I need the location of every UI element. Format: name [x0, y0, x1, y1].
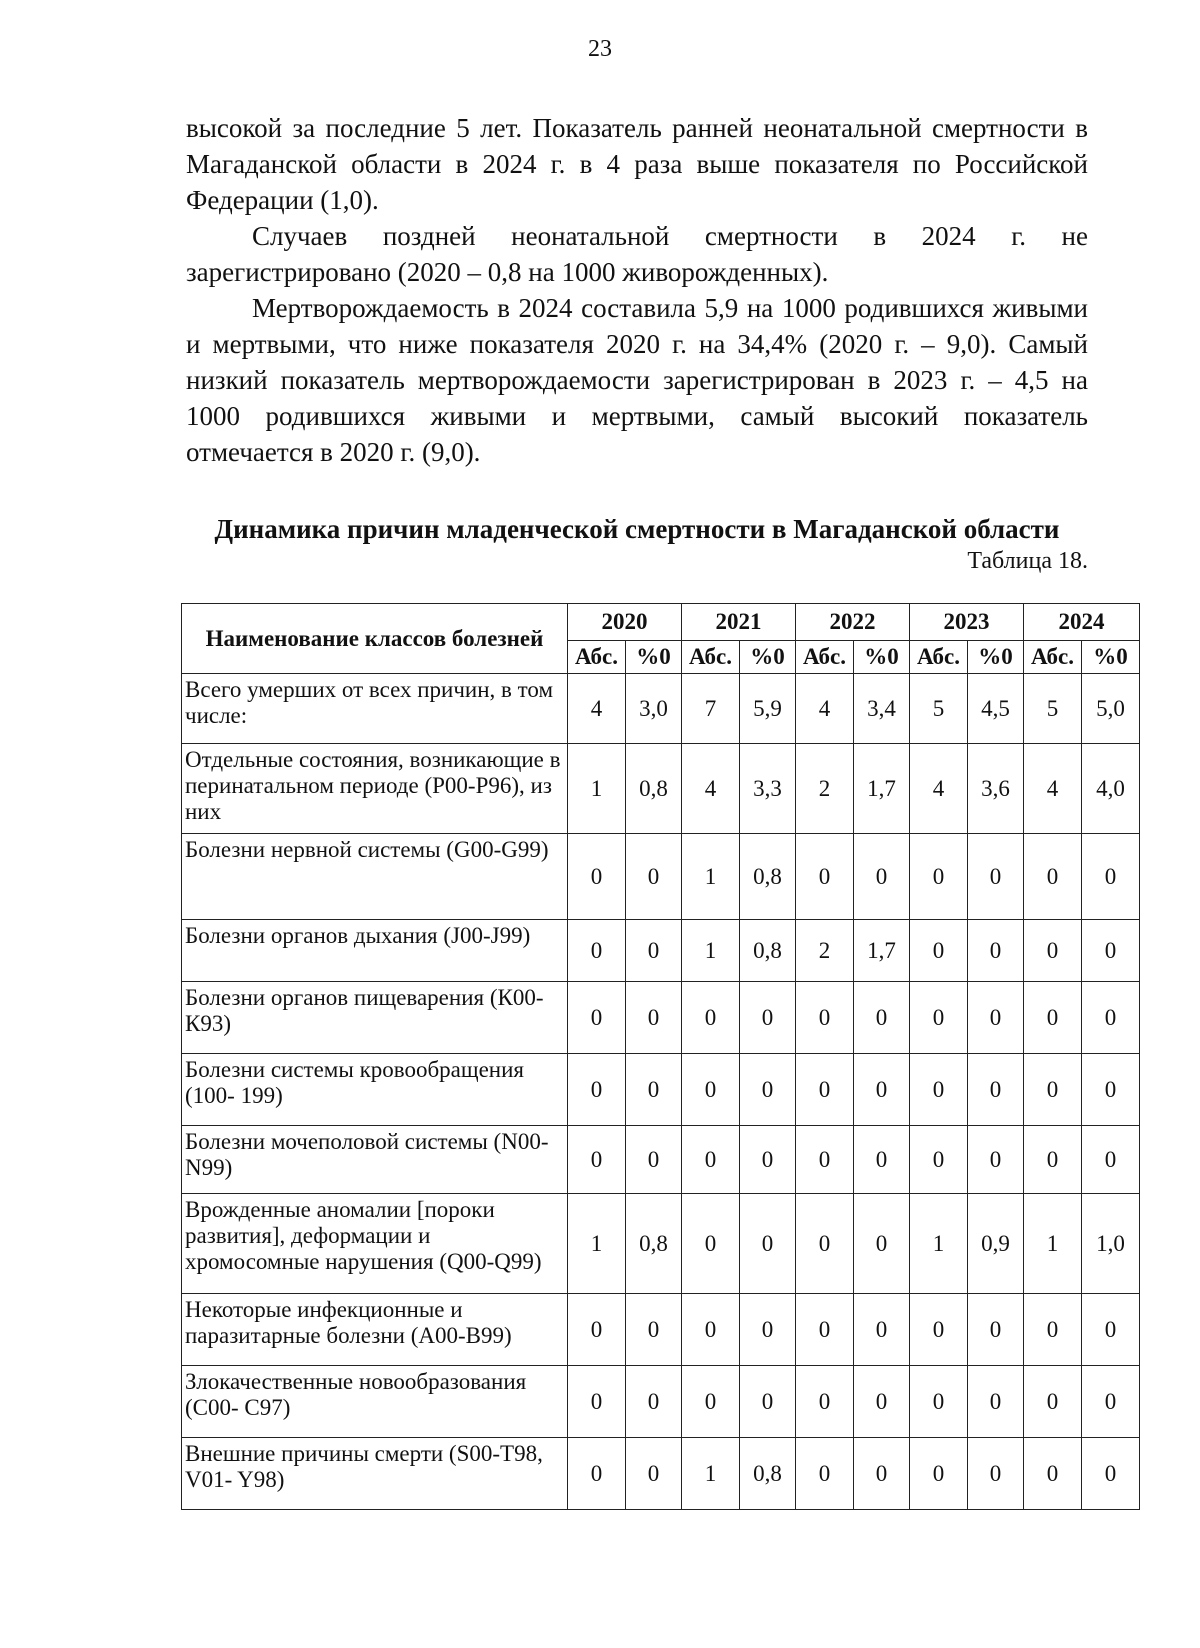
abs-header: Абс. — [568, 641, 626, 674]
abs-value-cell: 0 — [796, 1054, 854, 1126]
permille-value-cell: 0 — [968, 982, 1024, 1054]
permille-value-cell: 0 — [626, 1438, 682, 1510]
abs-value-cell: 0 — [568, 1294, 626, 1366]
permille-value-cell: 0 — [740, 1054, 796, 1126]
permille-value-cell: 0 — [740, 1294, 796, 1366]
permille-value-cell: 0 — [1082, 1294, 1140, 1366]
abs-value-cell: 7 — [682, 674, 740, 744]
abs-value-cell: 0 — [682, 1194, 740, 1294]
row-name-cell: Болезни системы кровообращения (100- 199) — [182, 1054, 568, 1126]
permille-value-cell: 4,0 — [1082, 744, 1140, 834]
mortality-causes-table — [181, 603, 1140, 1510]
permille-value-cell: 0 — [1082, 834, 1140, 920]
table-number: Таблица 18. — [967, 548, 1088, 574]
abs-value-cell: 1 — [682, 920, 740, 982]
name-column-header: Наименование классов болезней — [182, 604, 568, 674]
abs-value-cell: 0 — [1024, 1438, 1082, 1510]
permille-header: %0 — [854, 641, 910, 674]
permille-header: %0 — [740, 641, 796, 674]
row-name-cell: Всего умерших от всех причин, в том числе: — [182, 674, 568, 744]
permille-value-cell: 5,9 — [740, 674, 796, 744]
abs-value-cell: 4 — [796, 674, 854, 744]
paragraph-2: Случаев поздней неонатальной смертности в 2024 г. не зарегистрировано (2020 – 0,8 на 1000 живорожденных). — [186, 221, 1088, 287]
permille-value-cell: 0,8 — [626, 1194, 682, 1294]
abs-value-cell: 4 — [682, 744, 740, 834]
abs-value-cell: 0 — [568, 1126, 626, 1194]
table-row — [182, 920, 1140, 982]
permille-value-cell: 3,3 — [740, 744, 796, 834]
permille-value-cell: 0 — [968, 834, 1024, 920]
permille-value-cell: 0 — [968, 1438, 1024, 1510]
permille-value-cell: 0 — [626, 920, 682, 982]
paragraph-3: Мертворождаемость в 2024 составила 5,9 на 1000 родившихся живыми и мертвыми, что ниже показателя 2020 г. на 34,4% (2020 г. – 9,0). Самый низкий показатель мертворождаемости зарегистрирован в 2023 г. – 4,5 на 1000 родившихся живыми и мертвыми, самый высокий показатель отмечается в 2020 г. (9,0). — [186, 293, 1088, 467]
abs-header: Абс. — [796, 641, 854, 674]
permille-value-cell: 0,9 — [968, 1194, 1024, 1294]
abs-value-cell: 0 — [910, 920, 968, 982]
abs-value-cell: 0 — [796, 1194, 854, 1294]
abs-header: Абс. — [682, 641, 740, 674]
abs-value-cell: 1 — [568, 1194, 626, 1294]
row-name-cell: Некоторые инфекционные и паразитарные болезни (А00-В99) — [182, 1294, 568, 1366]
abs-value-cell: 1 — [1024, 1194, 1082, 1294]
abs-value-cell: 0 — [568, 1054, 626, 1126]
permille-value-cell: 0 — [854, 1126, 910, 1194]
abs-value-cell: 0 — [682, 982, 740, 1054]
permille-value-cell: 0 — [626, 1294, 682, 1366]
permille-value-cell: 0 — [1082, 1366, 1140, 1438]
permille-value-cell: 0,8 — [740, 834, 796, 920]
abs-value-cell: 4 — [1024, 744, 1082, 834]
abs-value-cell: 0 — [1024, 834, 1082, 920]
abs-value-cell: 4 — [568, 674, 626, 744]
abs-value-cell: 0 — [910, 1294, 968, 1366]
permille-value-cell: 1,7 — [854, 744, 910, 834]
abs-value-cell: 0 — [682, 1126, 740, 1194]
abs-value-cell: 1 — [682, 834, 740, 920]
permille-value-cell: 0 — [626, 1366, 682, 1438]
row-name-cell: Болезни мочеполовой системы (N00-N99) — [182, 1126, 568, 1194]
permille-value-cell: 0 — [626, 1054, 682, 1126]
permille-value-cell: 0 — [854, 834, 910, 920]
abs-value-cell: 0 — [796, 834, 854, 920]
permille-value-cell: 0,8 — [740, 920, 796, 982]
permille-value-cell: 0 — [626, 982, 682, 1054]
abs-value-cell: 0 — [682, 1294, 740, 1366]
permille-value-cell: 3,6 — [968, 744, 1024, 834]
abs-value-cell: 0 — [910, 1438, 968, 1510]
permille-value-cell: 0,8 — [740, 1438, 796, 1510]
table-row — [182, 1126, 1140, 1194]
permille-header: %0 — [1082, 641, 1140, 674]
abs-value-cell: 0 — [1024, 1126, 1082, 1194]
row-name-cell: Отдельные состояния, возникающие в перинатальном периоде (Р00-Р96), из них — [182, 744, 568, 834]
row-name-cell: Болезни нервной системы (G00-G99) — [182, 834, 568, 920]
abs-header: Абс. — [910, 641, 968, 674]
permille-value-cell: 0 — [1082, 1126, 1140, 1194]
permille-value-cell: 0 — [626, 834, 682, 920]
abs-value-cell: 0 — [910, 982, 968, 1054]
table-row — [182, 1294, 1140, 1366]
row-name-cell: Болезни органов пищеварения (К00-К93) — [182, 982, 568, 1054]
permille-value-cell: 3,0 — [626, 674, 682, 744]
permille-value-cell: 0 — [854, 1194, 910, 1294]
abs-value-cell: 0 — [682, 1366, 740, 1438]
abs-value-cell: 1 — [568, 744, 626, 834]
abs-value-cell: 0 — [1024, 1294, 1082, 1366]
permille-value-cell: 1,0 — [1082, 1194, 1140, 1294]
abs-value-cell: 1 — [910, 1194, 968, 1294]
abs-value-cell: 2 — [796, 744, 854, 834]
table-row — [182, 834, 1140, 920]
permille-value-cell: 0 — [854, 1054, 910, 1126]
permille-value-cell: 4,5 — [968, 674, 1024, 744]
table-header-row — [182, 604, 1140, 641]
permille-value-cell: 0 — [854, 1294, 910, 1366]
abs-value-cell: 1 — [682, 1438, 740, 1510]
permille-value-cell: 0 — [740, 1194, 796, 1294]
permille-value-cell: 0 — [1082, 982, 1140, 1054]
permille-value-cell: 0 — [1082, 1438, 1140, 1510]
permille-value-cell: 0 — [968, 1126, 1024, 1194]
row-name-cell: Врожденные аномалии [пороки развития], деформации и хромосомные нарушения (Q00-Q99) — [182, 1194, 568, 1294]
permille-value-cell: 0 — [740, 982, 796, 1054]
permille-value-cell: 3,4 — [854, 674, 910, 744]
abs-value-cell: 0 — [910, 1366, 968, 1438]
table-row — [182, 982, 1140, 1054]
abs-value-cell: 0 — [568, 920, 626, 982]
table-row — [182, 744, 1140, 834]
permille-value-cell: 0 — [1082, 1054, 1140, 1126]
abs-value-cell: 2 — [796, 920, 854, 982]
year-header: 2020 — [568, 604, 682, 641]
abs-value-cell: 0 — [910, 1054, 968, 1126]
row-name-cell: Болезни органов дыхания (J00-J99) — [182, 920, 568, 982]
permille-value-cell: 0 — [968, 920, 1024, 982]
paragraph-1: высокой за последние 5 лет. Показатель ранней неонатальной смертности в Магаданской области в 2024 г. в 4 раза выше показателя по Российской Федерации (1,0). — [186, 113, 1088, 215]
table-row — [182, 1366, 1140, 1438]
table-row — [182, 674, 1140, 744]
abs-value-cell: 0 — [1024, 920, 1082, 982]
permille-header: %0 — [626, 641, 682, 674]
abs-value-cell: 0 — [796, 982, 854, 1054]
abs-value-cell: 0 — [568, 1438, 626, 1510]
permille-value-cell: 0 — [854, 1366, 910, 1438]
abs-value-cell: 0 — [1024, 982, 1082, 1054]
table-body — [182, 674, 1140, 1510]
permille-value-cell: 0 — [968, 1366, 1024, 1438]
abs-value-cell: 0 — [568, 982, 626, 1054]
row-name-cell: Злокачественные новообразования (С00- С97) — [182, 1366, 568, 1438]
table-row — [182, 1054, 1140, 1126]
abs-value-cell: 5 — [1024, 674, 1082, 744]
abs-value-cell: 0 — [796, 1366, 854, 1438]
table-row — [182, 1194, 1140, 1294]
abs-value-cell: 0 — [568, 834, 626, 920]
table-row — [182, 1438, 1140, 1510]
permille-value-cell: 0 — [854, 1438, 910, 1510]
permille-value-cell: 1,7 — [854, 920, 910, 982]
body-text — [186, 110, 1088, 470]
abs-value-cell: 0 — [568, 1366, 626, 1438]
permille-value-cell: 0 — [740, 1366, 796, 1438]
permille-value-cell: 0 — [968, 1294, 1024, 1366]
permille-value-cell: 0,8 — [626, 744, 682, 834]
year-header: 2024 — [1024, 604, 1140, 641]
permille-value-cell: 0 — [1082, 920, 1140, 982]
permille-value-cell: 0 — [740, 1126, 796, 1194]
permille-header: %0 — [968, 641, 1024, 674]
abs-value-cell: 0 — [682, 1054, 740, 1126]
abs-value-cell: 0 — [796, 1294, 854, 1366]
abs-value-cell: 4 — [910, 744, 968, 834]
year-header: 2021 — [682, 604, 796, 641]
abs-value-cell: 5 — [910, 674, 968, 744]
abs-value-cell: 0 — [796, 1438, 854, 1510]
abs-value-cell: 0 — [910, 834, 968, 920]
permille-value-cell: 0 — [854, 982, 910, 1054]
abs-value-cell: 0 — [1024, 1054, 1082, 1126]
row-name-cell: Внешние причины смерти (S00-Т98, V01- Y98) — [182, 1438, 568, 1510]
abs-header: Абс. — [1024, 641, 1082, 674]
abs-value-cell: 0 — [1024, 1366, 1082, 1438]
year-header: 2022 — [796, 604, 910, 641]
abs-value-cell: 0 — [796, 1126, 854, 1194]
page-number: 23 — [588, 36, 612, 62]
year-header: 2023 — [910, 604, 1024, 641]
permille-value-cell: 0 — [968, 1054, 1024, 1126]
permille-value-cell: 5,0 — [1082, 674, 1140, 744]
table-title: Динамика причин младенческой смертности в Магаданской области — [214, 514, 1060, 544]
permille-value-cell: 0 — [626, 1126, 682, 1194]
abs-value-cell: 0 — [910, 1126, 968, 1194]
